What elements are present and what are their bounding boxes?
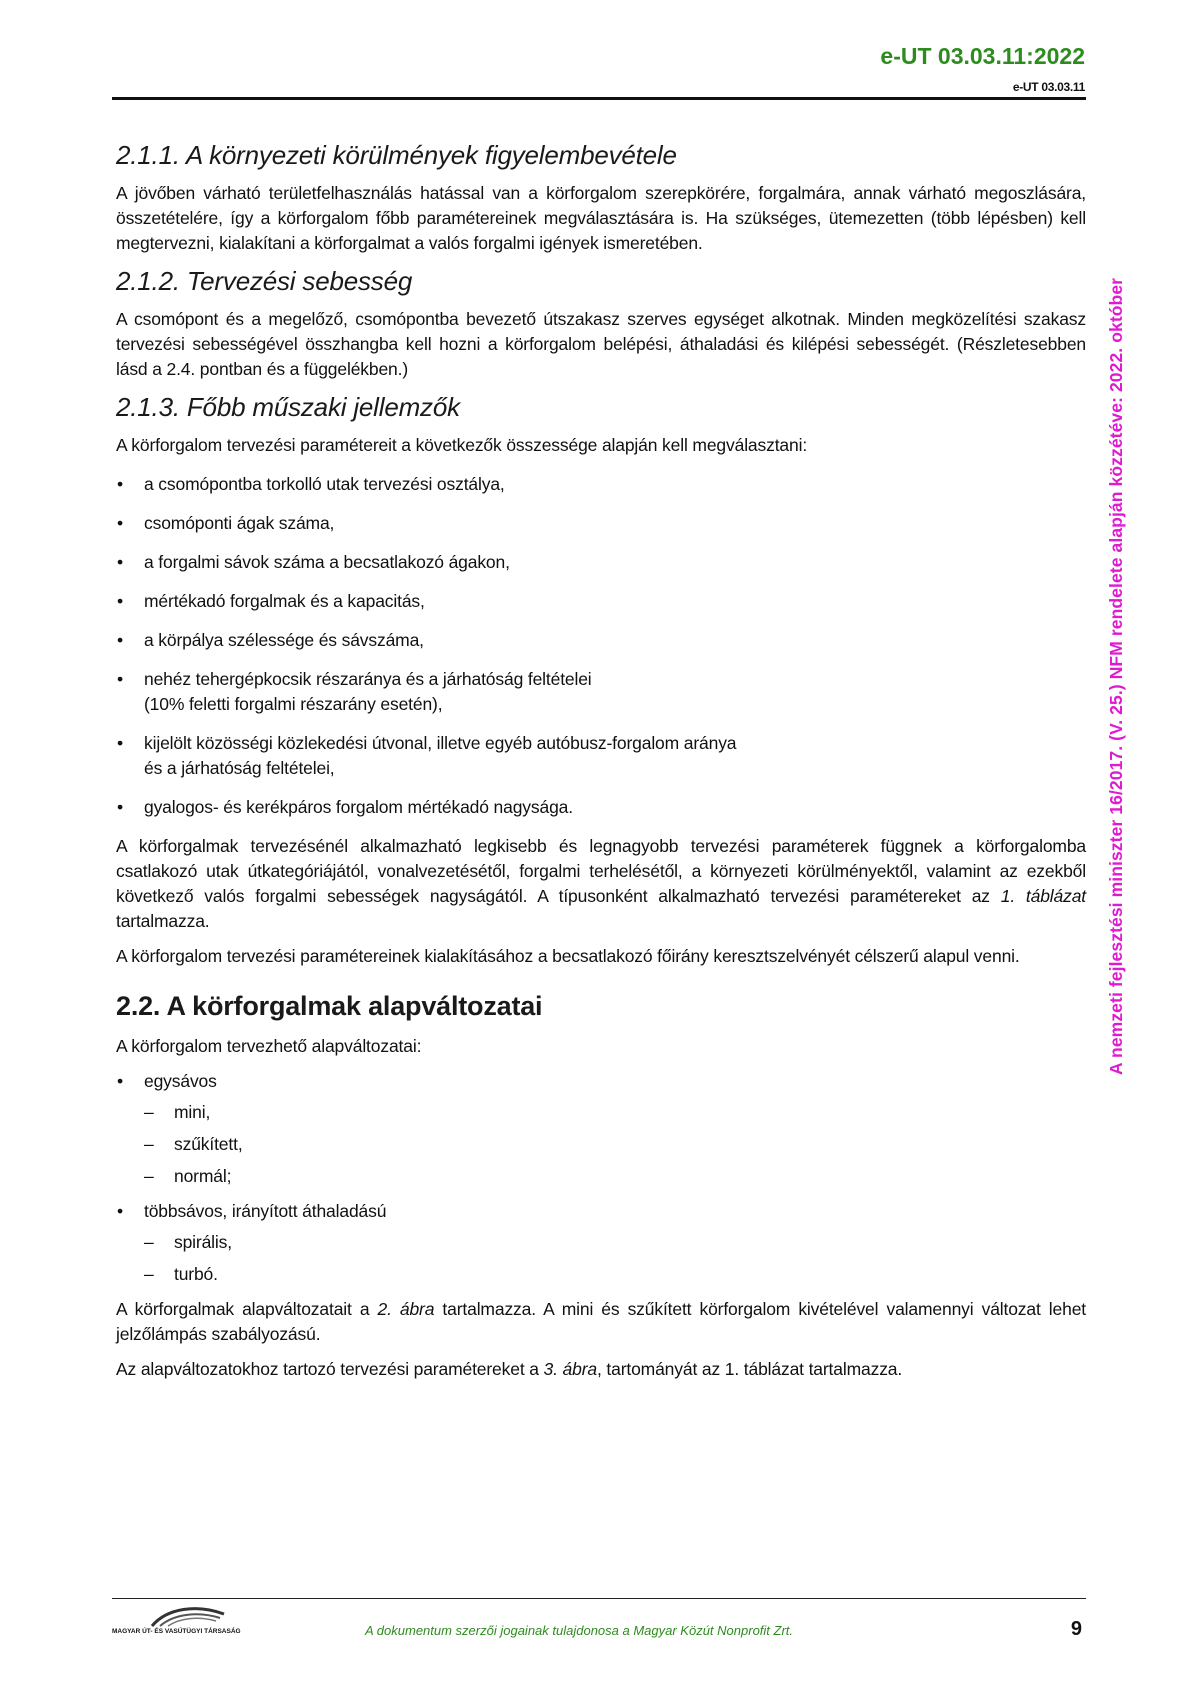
sub-list-item: – spirális,: [144, 1230, 1086, 1255]
list-item-text: kijelölt közösségi közlekedési útvonal, illetve egyéb autóbusz-forgalom aránya: [144, 733, 737, 753]
list-item: [116, 589, 1086, 614]
paragraph-cross-section: A körforgalom tervezési paramétereinek kialakításához a becsatlakozó főirány keresztszelvényét célszerű alapul venni.: [116, 946, 1020, 966]
figure-reference: 2. ábra: [377, 1299, 435, 1319]
heading-2-2: 2.2. A körforgalmak alapváltozatai: [116, 991, 543, 1021]
list-item: [116, 628, 1086, 653]
page-number: 9: [1070, 1618, 1082, 1640]
bullet-icon: •: [117, 1201, 123, 1221]
sub-list-item: – mini,: [144, 1100, 1086, 1125]
paragraph-parameter-limits: A körforgalmak tervezésénél alkalmazható legkisebb és legnagyobb tervezési paraméterek függnek a körforgalomba csatlakozó utak útkategóriájától, vonalvezetésétől, forgalmi terhelésétől, a környezeti körülményektől, valamint az ezekből következő valós forgalmi sebességek nagyságától. A típusonként alkalmazható tervezési paramétereket az 1. táblázat tartalmazza.: [116, 836, 1086, 931]
list-item: [116, 550, 1086, 575]
list-item-text: gyalogos- és kerékpáros forgalom mértékadó nagysága.: [144, 797, 573, 817]
list-item: [116, 1199, 1086, 1287]
bullet-icon: •: [117, 552, 123, 572]
bullet-icon: •: [117, 733, 123, 753]
dash-icon: –: [144, 1166, 154, 1186]
paragraph-2-1-1: A jövőben várható területfelhasználás hatással van a körforgalom szerepkörére, forgalmára, annak várható megoszlására, összetételére, így a körforgalom főbb paramétereinek megválasztására is. Ha szükséges, ütemezetten (több lépésben) kell megtervezni, kialakítani a körforgalmat a valós forgalmi igények ismeretében.: [116, 183, 1086, 253]
list-item-text: csomóponti ágak száma,: [144, 513, 335, 533]
table-reference: 1. táblázat: [1000, 886, 1086, 906]
list-item-text: a körpálya szélessége és sávszáma,: [144, 630, 424, 650]
bullet-icon: •: [117, 669, 123, 689]
document-subcode: e-UT 03.03.11: [1012, 80, 1085, 94]
heading-2-1-2: 2.1.2. Tervezési sebesség: [116, 266, 413, 296]
logo-swoosh-icon: [112, 1602, 262, 1630]
dash-icon: –: [144, 1232, 154, 1252]
list-item: [116, 731, 1086, 781]
dash-icon: –: [144, 1264, 154, 1284]
bullet-icon: •: [117, 591, 123, 611]
sub-list: [144, 1230, 1086, 1287]
list-item: [116, 667, 1086, 717]
list-item-text-continued: (10% feletti forgalmi részarány esetén),: [144, 694, 443, 714]
list-item-text: többsávos, irányított áthaladású: [144, 1201, 387, 1221]
bullet-icon: •: [117, 797, 123, 817]
parameter-bullet-list: [116, 472, 1086, 820]
sub-list-item: – normál;: [144, 1164, 1086, 1189]
main-content: [116, 140, 1086, 1392]
dash-icon: –: [144, 1102, 154, 1122]
dash-icon: –: [144, 1134, 154, 1154]
sub-list: [144, 1100, 1086, 1189]
paragraph-2-1-3-intro: A körforgalom tervezési paramétereit a következők összessége alapján kell megválasztani:: [116, 435, 808, 455]
list-item: [116, 1069, 1086, 1189]
document-code: e-UT 03.03.11:2022: [880, 43, 1085, 69]
sub-list-item: – turbó.: [144, 1262, 1086, 1287]
header-divider: [112, 97, 1086, 100]
publication-side-note: A nemzeti fejlesztési miniszter 16/2017. (V. 25.) NFM rendelete alapján közzétéve: 2022. október: [1106, 277, 1126, 1075]
list-item-text: nehéz tehergépkocsik részaránya és a járhatóság feltételei: [144, 669, 592, 689]
list-item-text: a forgalmi sávok száma a becsatlakozó ágakon,: [144, 552, 510, 572]
bullet-icon: •: [117, 513, 123, 533]
list-item-text-continued: és a járhatóság feltételei,: [144, 758, 335, 778]
paragraph-2-2-intro: A körforgalom tervezhető alapváltozatai:: [116, 1036, 422, 1056]
society-logo: [112, 1602, 262, 1640]
figure-reference: 3. ábra: [543, 1359, 597, 1379]
bullet-icon: •: [117, 1071, 123, 1091]
sub-list-item: – szűkített,: [144, 1132, 1086, 1157]
list-item: [116, 795, 1086, 820]
heading-2-1-1: 2.1.1. A környezeti körülmények figyelembevétele: [116, 140, 677, 170]
logo-text: MAGYAR ÚT- ÉS VASÚTÜGYI TÁRSASÁG: [112, 1628, 241, 1635]
list-item: [116, 511, 1086, 536]
list-item-text: egysávos: [144, 1071, 217, 1091]
variant-list: [116, 1069, 1086, 1287]
paragraph-variants-figure: A körforgalmak alapváltozatait a 2. ábra tartalmazza. A mini és szűkített körforgalom kivételével valamennyi változat lehet jelzőlámpás szabályozású.: [116, 1299, 1086, 1344]
bullet-icon: •: [117, 474, 123, 494]
list-item: [116, 472, 1086, 497]
paragraph-variant-parameters: Az alapváltozatokhoz tartozó tervezési paramétereket a 3. ábra, tartományát az 1. táblázat tartalmazza.: [116, 1359, 903, 1379]
list-item-text: mértékadó forgalmak és a kapacitás,: [144, 591, 425, 611]
bullet-icon: •: [117, 630, 123, 650]
heading-2-1-3: 2.1.3. Főbb műszaki jellemzők: [116, 392, 460, 422]
footer-divider: [112, 1598, 1086, 1599]
copyright-notice: A dokumentum szerzői jogainak tulajdonosa a Magyar Közút Nonprofit Zrt.: [365, 1623, 794, 1638]
paragraph-2-1-2: A csomópont és a megelőző, csomópontba bevezető útszakasz szerves egységet alkotnak. Minden megközelítési szakasz tervezési sebességével összhangba kell hozni a körforgalom belépési, áthaladási és kilépési sebességét. (Részletesebben lásd a 2.4. pontban és a függelékben.): [116, 309, 1086, 379]
list-item-text: a csomópontba torkolló utak tervezési osztálya,: [144, 474, 505, 494]
